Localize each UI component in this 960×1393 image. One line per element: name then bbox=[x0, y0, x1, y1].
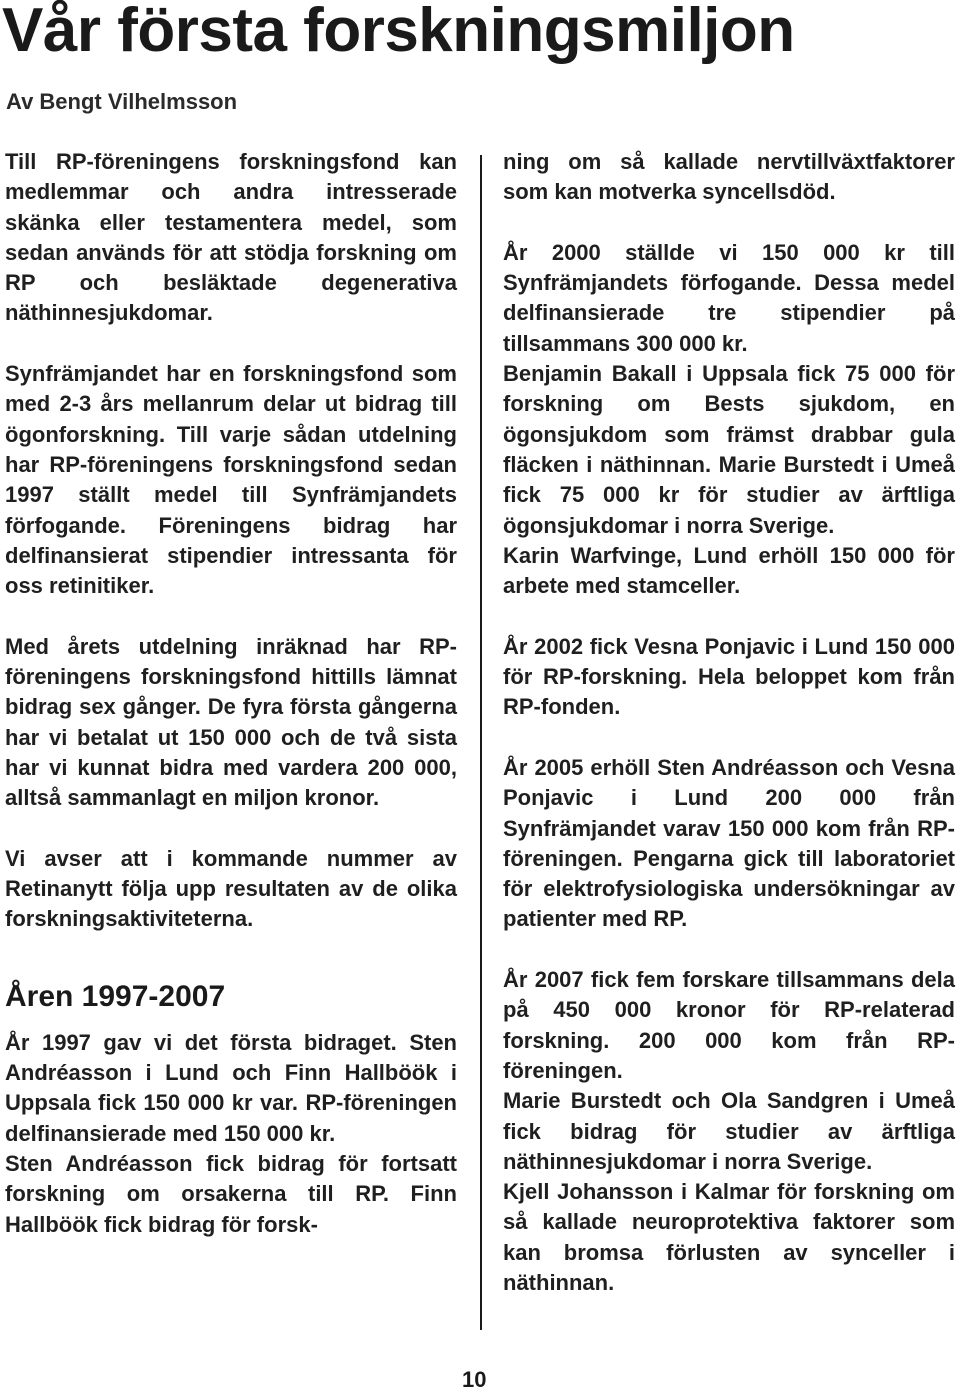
paragraph-research-fund: Till RP-föreningens forskningsfond kan medlemmar och andra intresserade skänka eller testamentera medel, som sedan används för att stödja forskning om RP och besläktade degenerativa näthinnesjukdomar. bbox=[5, 149, 457, 326]
paragraph-2005: År 2005 erhöll Sten Andréasson och Vesna Ponjavic i Lund 200 000 från Synfrämjandet varav 150 000 kom från RP-föreningen. Pengarna gick till laboratoriet för elektrofysiologiska undersökningar av patienter med RP. bbox=[503, 754, 955, 932]
paragraph-2007: År 2007 fick fem forskare tillsammans dela på 450 000 kronor för RP-relaterad forskning. 200 000 kom från RP-föreningen. bbox=[503, 967, 955, 1083]
page-title: Vår första forskningsmiljon bbox=[2, 0, 795, 65]
column-divider bbox=[480, 155, 482, 1330]
left-column bbox=[5, 147, 457, 1240]
page-number: 10 bbox=[462, 1367, 487, 1392]
paragraph-1997-details: Sten Andréasson fick bidrag för fortsatt forskning om orsakerna till RP. Finn Hallböök fick bidrag för forsk- bbox=[5, 1150, 457, 1237]
paragraph-contributions-total: Med årets utdelning inräknad har RP-föreningens forskningsfond hittills lämnat bidrag sex gånger. De fyra första gångerna har vi betalat ut 150 000 och de två sista har vi kunnat bidra med vardera 200 000, alltså sammanlagt en miljon kronor. bbox=[5, 633, 457, 811]
paragraph-warfvinge: Karin Warfvinge, Lund erhöll 150 000 för arbete med stamceller. bbox=[503, 542, 955, 599]
section-heading: Åren 1997-2007 bbox=[5, 979, 226, 1013]
paragraph-synframjandet: Synfrämjandet har en forskningsfond som med 2-3 års mellanrum delar ut bidrag till ögonforskning. Till varje sådan utdelning har RP-föreningens forskningsfond sedan 1997 ställt medel till Synfrämjandets förfogande. Föreningens bidrag har delfinansierat stipendier intressanta för oss retinitiker. bbox=[5, 361, 457, 599]
paragraph-follow-up: Vi avser att i kommande nummer av Retinanytt följa upp resultaten av de olika forskningsaktiviteterna. bbox=[5, 845, 457, 932]
paragraph-1997: År 1997 gav vi det första bidraget. Sten Andréasson i Lund och Finn Hallböök i Uppsala fick 150 000 kr var. RP-föreningen delfinansierade med 150 000 kr. bbox=[5, 1029, 457, 1146]
paragraph-continuation: ning om så kallade nervtillväxtfaktorer som kan motverka syncellsdöd. bbox=[503, 149, 955, 205]
paragraph-burstedt-sandgren: Marie Burstedt och Ola Sandgren i Umeå fick bidrag för studier av ärftliga näthinnesjukdomar i norra Sverige. bbox=[503, 1088, 955, 1174]
byline: Av Bengt Vilhelmsson bbox=[6, 89, 238, 114]
paragraph-2000: År 2000 ställde vi 150 000 kr till Synfrämjandets förfogande. Dessa medel delfinansierade tre stipendier på tillsammans 300 000 kr. bbox=[503, 239, 955, 356]
paragraph-2002: År 2002 fick Vesna Ponjavic i Lund 150 000 för RP-forskning. Hela beloppet kom från RP-fonden. bbox=[503, 633, 955, 720]
paragraph-johansson: Kjell Johansson i Kalmar för forskning om så kallade neuroprotektiva faktorer som kan bromsa förlusten av synceller i näthinnan. bbox=[503, 1179, 955, 1295]
right-column bbox=[503, 147, 955, 1298]
paragraph-bakall-burstedt: Benjamin Bakall i Uppsala fick 75 000 för forskning om Bests sjukdom, en ögonsjukdom som främst drabbar gula fläcken i näthinnan. Marie Burstedt i Umeå fick 75 000 kr för studier av ärftliga ögonsjukdomar i norra Sverige. bbox=[503, 361, 955, 538]
